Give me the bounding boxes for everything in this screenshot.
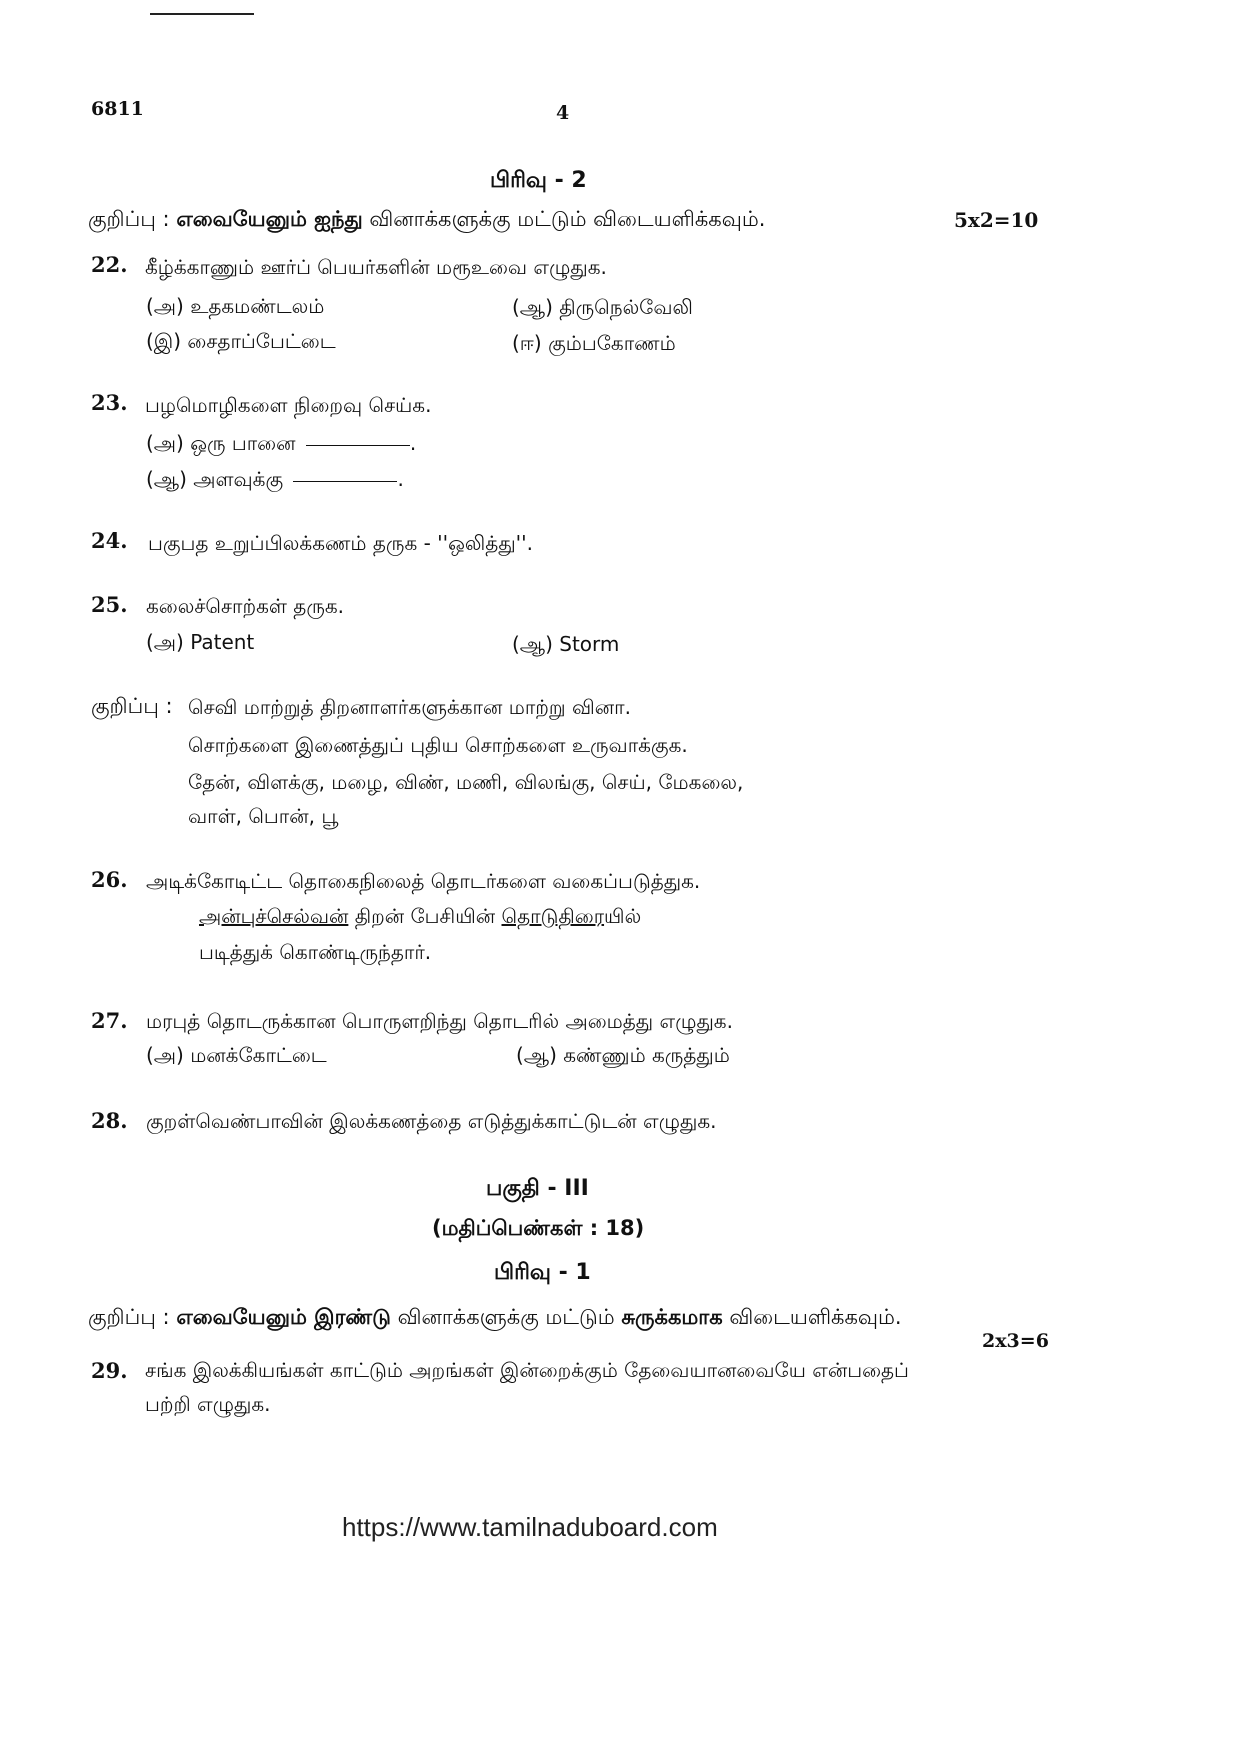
part-marks: (மதிப்பெண்கள் : 18)	[432, 1216, 645, 1240]
answer-blank	[293, 480, 397, 482]
q23-option-b	[146, 467, 404, 494]
note-label: குறிப்பு :	[88, 207, 170, 231]
q28-text: குறள்வெண்பாவின் இலக்கணத்தை எடுத்துக்காட்டுடன் எழுதுக.	[146, 1109, 717, 1133]
q25-text: கலைச்சொற்கள் தருக.	[146, 594, 345, 618]
q24-text: பகுபத உறுப்பிலக்கணம் தருக - ''ஒலித்து''.	[148, 531, 534, 555]
q25-number: 25.	[91, 592, 128, 617]
note2-line1: செவி மாற்றுத் திறனாளர்களுக்கான மாற்று வினா.	[188, 695, 631, 719]
q22-number: 22.	[91, 252, 128, 277]
q22-option-c: (இ) சைதாப்பேட்டை	[146, 329, 336, 353]
note3-label: குறிப்பு :	[88, 1305, 170, 1329]
q22-text: கீழ்க்காணும் ஊர்ப் பெயர்களின் மரூஉவை எழுதுக.	[145, 255, 607, 279]
q24-number: 24.	[91, 528, 128, 553]
q22-option-a: (அ) உதகமண்டலம்	[146, 294, 325, 318]
note3-text2: விடையளிக்கவும்.	[722, 1305, 902, 1329]
q27-option-b: (ஆ) கண்ணும் கருத்தும்	[516, 1043, 730, 1067]
note3-bold2: சுருக்கமாக	[621, 1305, 723, 1329]
q22-option-d: (ஈ) கும்பகோணம்	[512, 331, 676, 355]
q23-option-a	[146, 431, 416, 458]
q26-text: அடிக்கோடிட்ட தொகைநிலைத் தொடர்களை வகைப்படுத்துக.	[146, 869, 701, 893]
footer-url[interactable]: https://www.tamilnaduboard.com	[342, 1512, 718, 1542]
q26-line2	[199, 904, 641, 931]
note3-marks: 2x3=6	[982, 1330, 1049, 1352]
note3-text1: வினாக்களுக்கு மட்டும்	[390, 1305, 622, 1329]
part-title: பகுதி - III	[486, 1176, 589, 1201]
q29-line1: சங்க இலக்கியங்கள் காட்டும் அறங்கள் இன்றைக்கும் தேவையானவையே என்பதைப்	[145, 1358, 909, 1382]
q26-number: 26.	[91, 867, 128, 892]
q26-line3: படித்துக் கொண்டிருந்தார்.	[199, 940, 432, 964]
q27-number: 27.	[91, 1008, 128, 1033]
q25-option-a: (அ) Patent	[146, 630, 255, 654]
note-bold: எவையேனும் ஐந்து	[176, 207, 363, 231]
q27-text: மரபுத் தொடருக்கான பொருளறிந்து தொடரில் அமைத்து எழுதுக.	[146, 1009, 733, 1033]
answer-blank	[306, 444, 410, 446]
note2-line4: வாள், பொன், பூ	[188, 804, 339, 828]
underlined-phrase-2: தொடுதிரை	[501, 904, 605, 928]
q23-option-b-label: (ஆ) அளவுக்கு	[146, 467, 284, 491]
note2-label: குறிப்பு :	[91, 694, 173, 718]
underlined-phrase-1: அன்புச்செல்வன்	[199, 904, 349, 928]
q28-number: 28.	[91, 1108, 128, 1133]
q23-option-a-label: (அ) ஒரு பானை	[146, 431, 296, 455]
top-rule	[150, 13, 254, 15]
q26-tail: யில்	[604, 904, 642, 928]
part-subtitle: பிரிவு - 1	[494, 1260, 591, 1285]
q27-option-a: (அ) மனக்கோட்டை	[146, 1043, 327, 1067]
q29-line2: பற்றி எழுதுக.	[145, 1392, 271, 1416]
note-text: வினாக்களுக்கு மட்டும் விடையளிக்கவும்.	[369, 207, 766, 231]
section-marks: 5x2=10	[954, 208, 1039, 232]
q26-mid: திறன் பேசியின்	[348, 904, 502, 928]
note3-bold1: எவையேனும் இரண்டு	[176, 1305, 391, 1329]
section-note	[88, 207, 765, 234]
q22-option-b: (ஆ) திருநெல்வேலி	[512, 295, 693, 319]
q23-text: பழமொழிகளை நிறைவு செய்க.	[145, 393, 432, 417]
section-title: பிரிவு - 2	[490, 168, 587, 193]
page-number: 4	[556, 102, 570, 124]
note3	[88, 1305, 902, 1332]
q29-number: 29.	[91, 1358, 128, 1383]
note2-line2: சொற்களை இணைத்துப் புதிய சொற்களை உருவாக்குக.	[188, 733, 688, 757]
q23-end: .	[397, 467, 404, 491]
q23-number: 23.	[91, 390, 128, 415]
note2-line3: தேன், விளக்கு, மழை, விண், மணி, விலங்கு, செய், மேகலை,	[188, 770, 744, 794]
paper-code: 6811	[91, 98, 144, 120]
q25-option-b: (ஆ) Storm	[512, 632, 620, 656]
q23-end: .	[409, 431, 417, 455]
